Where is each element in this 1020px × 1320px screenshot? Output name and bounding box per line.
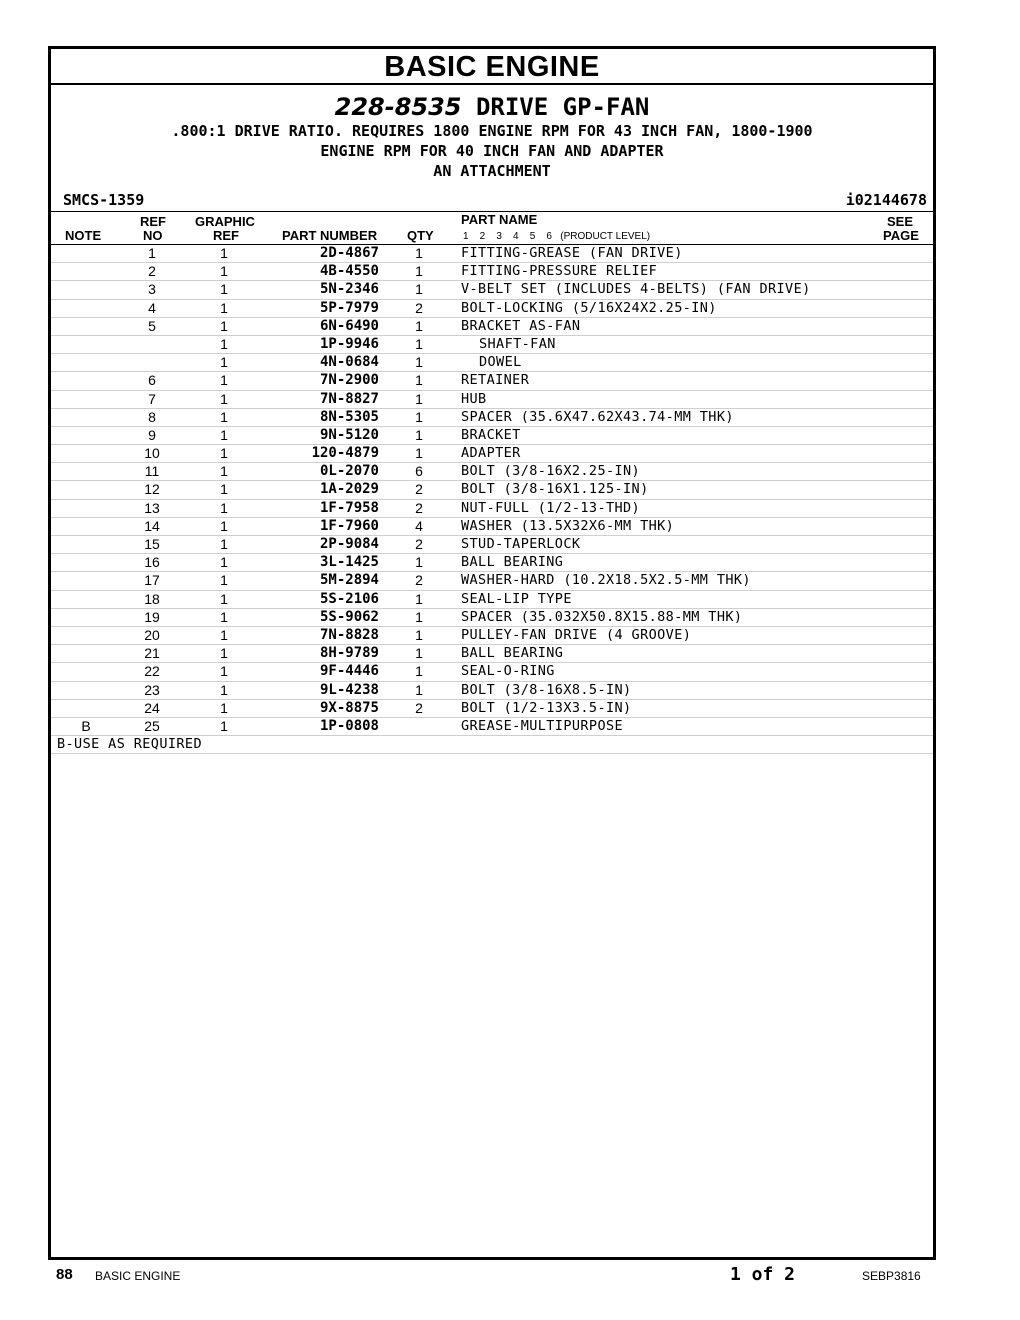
part-name-cell: PULLEY-FAN DRIVE (4 GROOVE) (461, 626, 692, 643)
qty-cell: 1 (415, 354, 423, 371)
col-note: NOTE (65, 228, 102, 243)
ref-no-cell: 25 (144, 717, 160, 734)
qty-cell: 1 (415, 681, 423, 698)
qty-cell: 2 (415, 536, 423, 552)
graphic-ref-cell: 1 (220, 554, 228, 571)
table-row (51, 445, 933, 463)
part-number-cell: 5S-9062 (319, 608, 379, 625)
ref-no-cell: 17 (144, 572, 160, 589)
description-line: AN ATTACHMENT (433, 162, 551, 180)
ref-no-cell: 20 (144, 626, 160, 643)
qty-cell: 1 (415, 263, 423, 280)
graphic-ref-cell: 1 (220, 408, 228, 425)
table-row (51, 281, 933, 299)
col-ref-top: REF (140, 214, 166, 229)
part-number-cell: 7N-8827 (319, 390, 379, 407)
section-title: BASIC ENGINE (51, 49, 933, 85)
group-part-number: 228-8535 (334, 93, 462, 121)
graphic-ref-cell: 1 (220, 281, 228, 298)
group-name: DRIVE GP-FAN (475, 93, 650, 121)
part-name-cell: ADAPTER (461, 445, 521, 462)
col-see-bottom: PAGE (883, 228, 919, 243)
part-name-cell: GREASE-MULTIPURPOSE (461, 717, 624, 734)
table-row (51, 518, 933, 536)
part-number-cell: 6N-6490 (319, 317, 379, 334)
graphic-ref-cell: 1 (220, 245, 228, 261)
table-row (51, 609, 933, 627)
table-row (51, 372, 933, 390)
part-name-cell: BRACKET (461, 426, 521, 443)
graphic-ref-cell: 1 (220, 681, 228, 698)
column-header (51, 211, 933, 245)
part-name-cell: SPACER (35.6X47.62X43.74-MM THK) (461, 408, 734, 425)
qty-cell: 1 (415, 408, 423, 425)
part-number-cell: 5M-2894 (319, 572, 379, 589)
meta-row (51, 187, 933, 211)
col-product-levels: 1 2 3 4 5 6 (PRODUCT LEVEL) (463, 231, 651, 242)
table-row (51, 572, 933, 590)
part-name-cell: NUT-FULL (1/2-13-THD) (461, 499, 641, 516)
qty-cell: 2 (415, 699, 423, 716)
qty-cell: 1 (415, 426, 423, 443)
part-name-cell: WASHER-HARD (10.2X18.5X2.5-MM THK) (461, 572, 751, 589)
ref-no-cell: 6 (148, 372, 156, 389)
ref-no-cell: 7 (148, 390, 156, 407)
part-name-cell: BRACKET AS-FAN (461, 317, 581, 334)
part-number-cell: 3L-1425 (319, 554, 379, 571)
ref-no-cell: 16 (144, 554, 160, 571)
part-number-cell: 4B-4550 (319, 263, 379, 280)
part-name-cell: SPACER (35.032X50.8X15.88-MM THK) (461, 608, 743, 625)
part-number-cell: 8H-9789 (319, 645, 379, 662)
qty-cell: 1 (415, 281, 423, 298)
col-part-name: PART NAME (461, 212, 538, 227)
qty-cell: 1 (415, 390, 423, 407)
part-name-cell: SEAL-LIP TYPE (461, 590, 572, 607)
table-row (51, 463, 933, 481)
part-name-cell: BOLT-LOCKING (5/16X24X2.25-IN) (461, 299, 717, 316)
col-part-number: PART NUMBER (282, 228, 378, 243)
part-number-cell: 1P-9946 (319, 335, 379, 352)
graphic-ref-cell: 1 (220, 481, 228, 498)
part-number-cell: 7N-2900 (319, 372, 379, 389)
qty-cell: 1 (415, 245, 423, 261)
table-row (51, 645, 933, 663)
part-name-cell: BALL BEARING (461, 554, 564, 571)
part-number-cell: 8N-5305 (319, 408, 379, 425)
graphic-ref-cell: 1 (220, 572, 228, 589)
smcs-code: SMCS-1359 (63, 191, 145, 209)
part-name-cell: FITTING-PRESSURE RELIEF (461, 263, 658, 280)
ref-no-cell: 8 (148, 408, 156, 425)
part-number-cell: 1F-7960 (319, 517, 379, 534)
table-row (51, 409, 933, 427)
table-row (51, 336, 933, 354)
table-row (51, 427, 933, 445)
graphic-ref-cell: 1 (220, 590, 228, 607)
parts-list (51, 245, 933, 736)
graphic-ref-cell: 1 (220, 445, 228, 462)
ref-no-cell: 22 (144, 663, 160, 680)
graphic-ref-cell: 1 (220, 699, 228, 716)
graphic-ref-cell: 1 (220, 626, 228, 643)
part-name-cell: DOWEL (479, 354, 522, 371)
part-number-cell: 5S-2106 (319, 590, 379, 607)
part-name-cell: BOLT (1/2-13X3.5-IN) (461, 699, 632, 716)
part-number-cell: 2D-4867 (319, 245, 379, 261)
graphic-ref-cell: 1 (220, 299, 228, 316)
col-qty: QTY (407, 228, 434, 243)
ref-no-cell: 10 (144, 445, 160, 462)
part-number-cell: 4N-0684 (319, 354, 379, 371)
graphic-ref-cell: 1 (220, 463, 228, 480)
qty-cell: 1 (415, 335, 423, 352)
graphic-ref-cell: 1 (220, 426, 228, 443)
graphic-ref-cell: 1 (220, 499, 228, 516)
part-name-cell: BALL BEARING (461, 645, 564, 662)
table-row (51, 391, 933, 409)
table-row (51, 682, 933, 700)
ref-no-cell: 21 (144, 645, 160, 662)
ref-no-cell: 24 (144, 699, 160, 716)
part-number-cell: 9L-4238 (319, 681, 379, 698)
table-row (51, 591, 933, 609)
qty-cell: 1 (415, 317, 423, 334)
description-line: .800:1 DRIVE RATIO. REQUIRES 1800 ENGINE RPM FOR 43 INCH FAN, 1800-1900 (171, 122, 813, 140)
graphic-ref-cell: 1 (220, 645, 228, 662)
ref-no-cell: 4 (148, 299, 156, 316)
col-see-top: SEE (887, 214, 914, 229)
table-row (51, 663, 933, 681)
col-ref-bottom: NO (143, 228, 163, 243)
doc-number: SEBP3816 (862, 1269, 921, 1283)
part-name-cell: BOLT (3/8-16X8.5-IN) (461, 681, 632, 698)
qty-cell: 2 (415, 481, 423, 498)
ref-no-cell: 1 (148, 245, 156, 261)
qty-cell: 1 (415, 554, 423, 571)
ref-no-cell: 14 (144, 517, 160, 534)
part-number-cell: 0L-2070 (319, 463, 379, 480)
note-cell: B (81, 717, 91, 734)
qty-cell: 1 (415, 590, 423, 607)
table-row (51, 718, 933, 736)
table-row (51, 263, 933, 281)
part-number-cell: 9N-5120 (319, 426, 379, 443)
ref-no-cell: 5 (148, 317, 156, 334)
part-name-cell: STUD-TAPERLOCK (461, 536, 581, 552)
table-row (51, 554, 933, 572)
part-number-cell: 2P-9084 (319, 536, 379, 552)
part-name-cell: SHAFT-FAN (479, 335, 556, 352)
graphic-ref-cell: 1 (220, 536, 228, 552)
table-row (51, 481, 933, 499)
qty-cell: 2 (415, 299, 423, 316)
part-number-cell: 1P-0808 (319, 717, 379, 734)
group-title (51, 93, 933, 121)
page-frame (48, 46, 936, 1260)
graphic-ref-cell: 1 (220, 317, 228, 334)
qty-cell: 2 (415, 572, 423, 589)
graphic-ref-cell: 1 (220, 335, 228, 352)
footnote: B-USE AS REQUIRED (51, 736, 933, 754)
table-row (51, 627, 933, 645)
page-of: 1 of 2 (730, 1264, 796, 1285)
graphic-ref-cell: 1 (220, 372, 228, 389)
ref-no-cell: 19 (144, 608, 160, 625)
table-row (51, 318, 933, 336)
ref-no-cell: 3 (148, 281, 156, 298)
page-footer (0, 1262, 1020, 1292)
ref-no-cell: 2 (148, 263, 156, 280)
col-graphic-top: GRAPHIC (195, 214, 255, 229)
illustration-id: i02144678 (845, 191, 927, 209)
ref-no-cell: 11 (144, 463, 160, 480)
graphic-ref-cell: 1 (220, 717, 228, 734)
ref-no-cell: 23 (144, 681, 160, 698)
description-line: ENGINE RPM FOR 40 INCH FAN AND ADAPTER (320, 142, 664, 160)
part-number-cell: 1A-2029 (319, 481, 379, 498)
part-name-cell: V-BELT SET (INCLUDES 4-BELTS) (FAN DRIVE) (461, 281, 811, 298)
qty-cell: 1 (415, 663, 423, 680)
table-row (51, 245, 933, 263)
part-number-cell: 9F-4446 (319, 663, 379, 680)
part-name-cell: BOLT (3/8-16X1.125-IN) (461, 481, 649, 498)
table-row (51, 300, 933, 318)
part-number-cell: 5N-2346 (319, 281, 379, 298)
part-name-cell: BOLT (3/8-16X2.25-IN) (461, 463, 641, 480)
part-name-cell: HUB (461, 390, 487, 407)
part-name-cell: WASHER (13.5X32X6-MM THK) (461, 517, 675, 534)
part-name-cell: SEAL-O-RING (461, 663, 555, 680)
graphic-ref-cell: 1 (220, 354, 228, 371)
part-number-cell: 1F-7958 (319, 499, 379, 516)
table-row (51, 500, 933, 518)
part-number-cell: 7N-8828 (319, 626, 379, 643)
table-row (51, 700, 933, 718)
graphic-ref-cell: 1 (220, 608, 228, 625)
qty-cell: 2 (415, 499, 423, 516)
page-number: 88 (56, 1266, 73, 1283)
graphic-ref-cell: 1 (220, 263, 228, 280)
ref-no-cell: 15 (144, 536, 160, 552)
qty-cell: 1 (415, 608, 423, 625)
qty-cell: 1 (415, 372, 423, 389)
table-row (51, 536, 933, 554)
qty-cell: 1 (415, 645, 423, 662)
part-number-cell: 120-4879 (311, 445, 379, 462)
part-number-cell: 5P-7979 (319, 299, 379, 316)
footer-section: BASIC ENGINE (95, 1269, 181, 1283)
ref-no-cell: 9 (148, 426, 156, 443)
ref-no-cell: 12 (144, 481, 160, 498)
graphic-ref-cell: 1 (220, 390, 228, 407)
qty-cell: 1 (415, 626, 423, 643)
qty-cell: 4 (415, 517, 423, 534)
ref-no-cell: 13 (144, 499, 160, 516)
part-name-cell: RETAINER (461, 372, 530, 389)
table-row (51, 354, 933, 372)
part-number-cell: 9X-8875 (319, 699, 379, 716)
col-graphic-bottom: REF (213, 228, 239, 243)
qty-cell: 1 (415, 445, 423, 462)
graphic-ref-cell: 1 (220, 663, 228, 680)
part-name-cell: FITTING-GREASE (FAN DRIVE) (461, 245, 683, 261)
graphic-ref-cell: 1 (220, 517, 228, 534)
ref-no-cell: 18 (144, 590, 160, 607)
qty-cell: 6 (415, 463, 423, 480)
